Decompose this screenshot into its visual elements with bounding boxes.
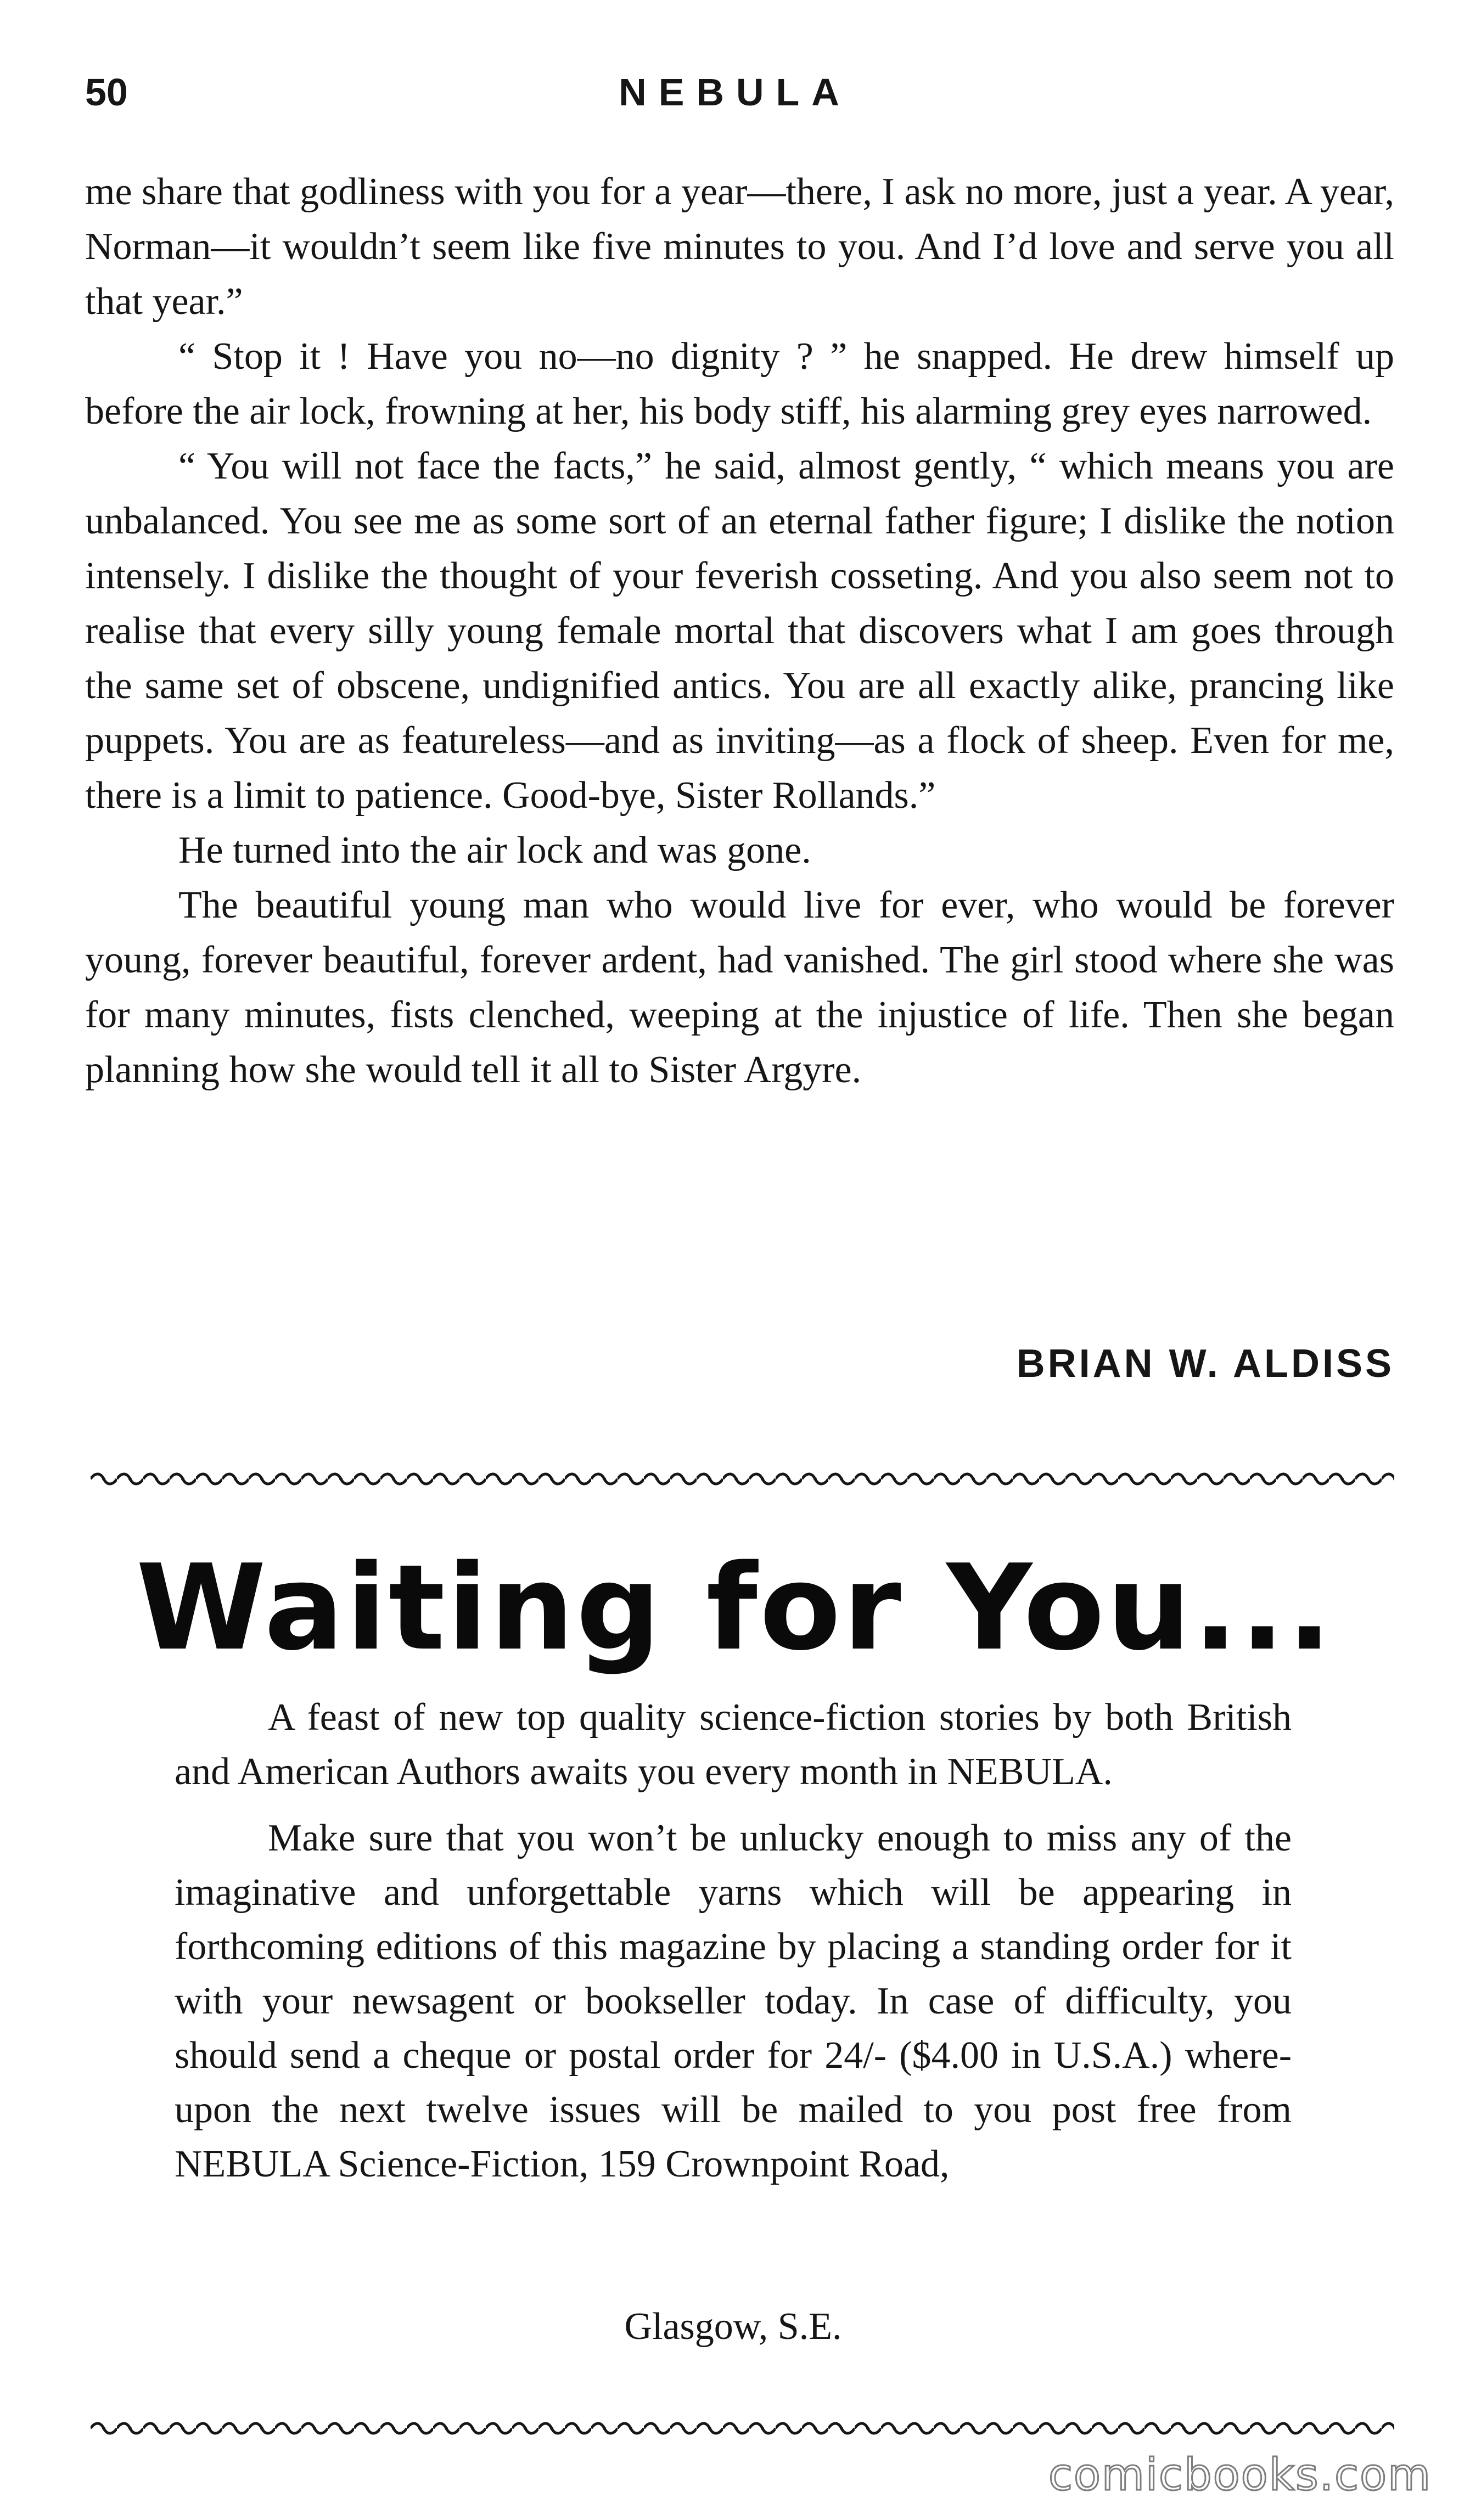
advertisement-title: Waiting for You...	[136, 1539, 1334, 1677]
story-paragraph: “ You will not face the facts,” he said, almost gently, “ which means you are unbalanced. You see me as some sort of an eternal father figure; I dislike the notion intensely. I dislike the thought of your feverish cosseting. And you also seem not to realise that every silly young female mortal that discovers what I am goes through the same set of obscene, undignified antics. You are all exactly alike, prancing like puppets. You are as featureless—and as inviting—as a flock of sheep. Even for me, there is a limit to patience. Good-bye, Sister Rollands.”	[85, 445, 1394, 817]
story-paragraph: “ Stop it ! Have you no—no dignity ? ” he snapped. He drew himself up before the air lock, frowning at her, his body stiff, his alarming grey eyes narrowed.	[85, 335, 1394, 432]
ornamental-divider-top	[91, 1471, 1394, 1487]
story-paragraph: The beautiful young man who would live for ever, who would be forever young, forever beautiful, forever ardent, had vanished. The girl stood where she was for many minutes, fists clenched, weeping at the injustice of life. Then she began planning how she would tell it all to Sister Argyre.	[85, 884, 1394, 1091]
advertisement-paragraph: A feast of new top quality science-fiction stories by both British and American Authors awaits you every month in NEBULA.	[175, 1696, 1292, 1793]
author-byline: BRIAN W. ALDISS	[1016, 1342, 1394, 1386]
advertisement-paragraph: Make sure that you won’t be unlucky enough to miss any of the imaginative and unforgettable yarns which will be appearing in forthcoming editions of this magazine by placing a standing order for it with your newsagent or bookseller today. In case of difficulty, you should send a cheque or postal order for 24/- ($4.00 in U.S.A.) where-upon the next twelve issues will be mailed to you post free from NEBULA Science-Fiction, 159 Crownpoint Road,	[175, 1817, 1292, 2185]
story-paragraph: He turned into the air lock and was gone.	[178, 829, 811, 871]
advertisement-body	[175, 1690, 1292, 2191]
running-head-title: NEBULA	[619, 71, 851, 114]
story-text	[85, 165, 1394, 1098]
page-number: 50	[85, 71, 128, 114]
story-paragraph: me share that godliness with you for a year—there, I ask no more, just a year. A year, Norman—it wouldn’t seem like five minutes to you. And I’d love and serve you all that year.”	[85, 171, 1394, 323]
ornamental-divider-bottom	[91, 2420, 1394, 2437]
advertisement-address-city: Glasgow, S.E.	[624, 2305, 842, 2348]
watermark-logo: comicbooks.com	[1048, 2449, 1432, 2500]
